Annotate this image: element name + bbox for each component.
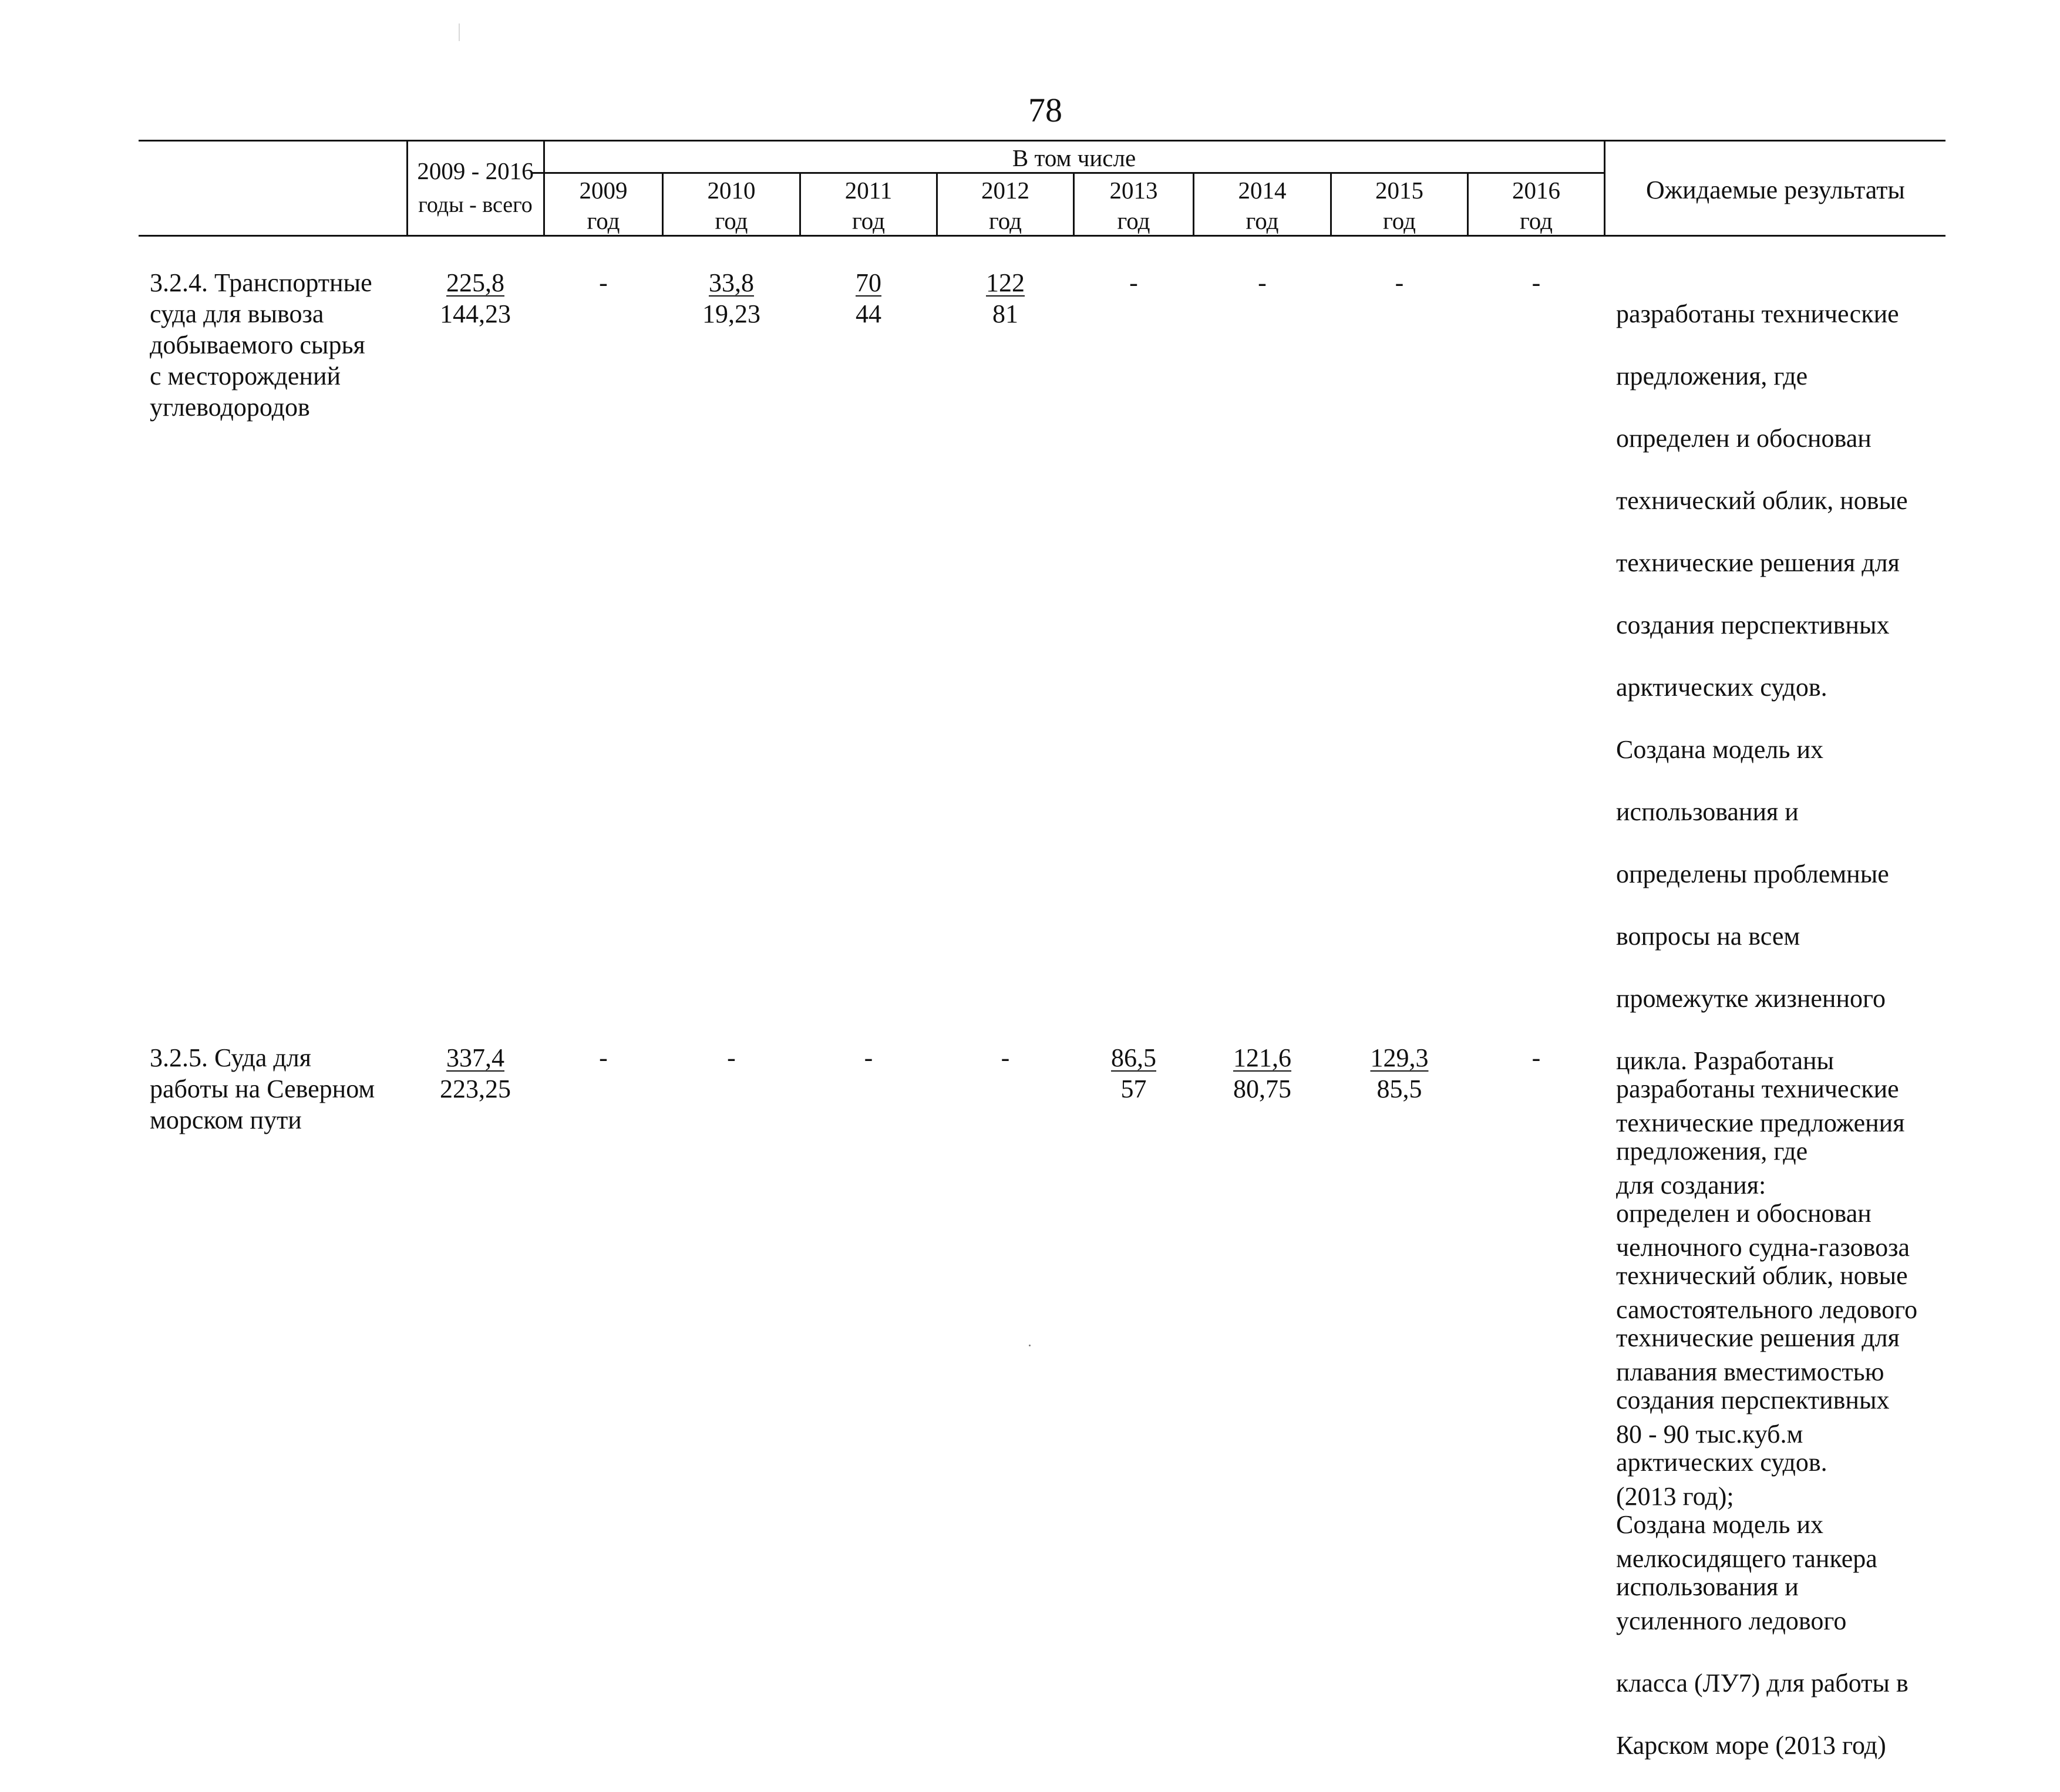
header-year-unit: год [1520, 207, 1553, 234]
header-top-rule [139, 140, 1945, 142]
row-value-2016: - [1531, 268, 1541, 297]
row-total-bottom: 223,25 [440, 1074, 511, 1103]
header-year-unit: год [587, 207, 620, 234]
scan-dot [1029, 1345, 1031, 1346]
row-value-2012: 122 [986, 268, 1025, 297]
row-label: 3.2.4. Транспортные суда для вывоза добываемого сырья с месторождений углеводородов [150, 268, 372, 422]
page-number: 78 [1028, 91, 1062, 129]
row-results: разработаны технические предложения, где определен и обоснован технический облик, новые технические решения для создания перспективных арктических судов. Создана модель их использования и [1616, 1074, 1908, 1601]
row-value-2014-bottom: 80,75 [1233, 1074, 1291, 1103]
row-value-2016: - [1531, 1043, 1541, 1072]
row-value-2014: 121,6 [1233, 1043, 1291, 1072]
header-year-unit: год [1246, 207, 1279, 234]
row-value-2015: 129,3 [1370, 1043, 1429, 1072]
header-year-2016: 2016 [1512, 177, 1560, 204]
row-value-2010: - [727, 1043, 736, 1072]
row-value-2015: - [1395, 268, 1404, 297]
row-value-2013-bottom: 57 [1120, 1074, 1147, 1103]
header-year-2009: 2009 [579, 177, 628, 204]
header-year-2011: 2011 [844, 177, 893, 204]
row-results: разработаны технические предложения, где определен и обоснован технический облик, новые технические решения для создания перспективных арктических судов. Создана модель их использования и определены проблемные вопросы на всем промежутке жизненного цикла. Разработаны технические предложения для создания: челночного судна-газовоза самостоятельного ледового плавания вместимостью 80 - 90 тыс.куб.м (2013 год); мелкосидящего танкера усиленного ледового класса (ЛУ7) для работы в Карском море (2013 год) [1616, 299, 1918, 1760]
header-total-line2: годы - всего [418, 193, 533, 217]
header-year-unit: год [852, 207, 885, 234]
header-group-label: В том числе [1012, 144, 1136, 171]
header-total-line1: 2009 - 2016 [417, 157, 534, 184]
header-year-2012: 2012 [981, 177, 1029, 204]
row-total-top: 225,8 [446, 268, 504, 297]
header-results: Ожидаемые результаты [1646, 176, 1905, 204]
row-label: 3.2.5. Суда для работы на Северном морском пути [150, 1043, 375, 1134]
row-value-2009: - [599, 1043, 608, 1072]
row-value-2015-bottom: 85,5 [1376, 1074, 1422, 1103]
row-value-2012: - [1001, 1043, 1010, 1072]
header-year-2015: 2015 [1375, 177, 1423, 204]
header-year-unit: год [1383, 207, 1416, 234]
row-value-2013: 86,5 [1111, 1043, 1156, 1072]
row-value-2010-bottom: 19,23 [702, 299, 760, 328]
row-value-2011: - [864, 1043, 873, 1072]
row-value-2012-bottom: 81 [992, 299, 1018, 328]
row-value-2010: 33,8 [709, 268, 754, 297]
header-year-2010: 2010 [707, 177, 756, 204]
row-total-top: 337,4 [446, 1043, 504, 1072]
header-year-2013: 2013 [1109, 177, 1158, 204]
row-value-2009: - [599, 268, 608, 297]
header-year-unit: год [1117, 207, 1150, 234]
scan-artifact [459, 23, 460, 41]
row-value-2014: - [1258, 268, 1267, 297]
row-total-bottom: 144,23 [440, 299, 511, 328]
row-value-2011: 70 [856, 268, 881, 297]
header-year-2014: 2014 [1238, 177, 1287, 204]
col-sep-label-total [406, 140, 408, 237]
row-value-2011-bottom: 44 [856, 299, 881, 328]
header-year-unit: год [715, 207, 748, 234]
row-value-2013: - [1129, 268, 1138, 297]
header-year-unit: год [989, 207, 1022, 234]
